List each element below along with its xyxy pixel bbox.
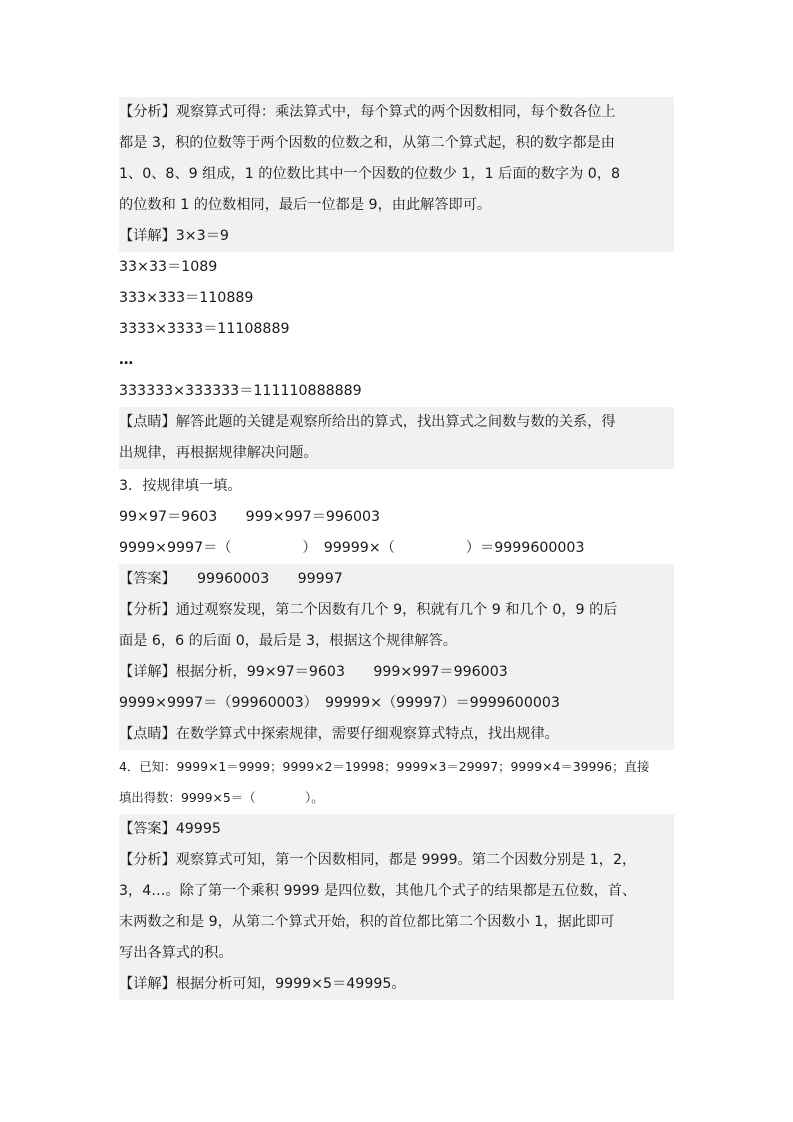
answer-3: 【答案】 99960003 99997 [119,564,674,595]
detail-line-5: 333333×333333＝111110888889 [119,383,362,399]
analysis-4-line-2: 3，4…。除了第一个乘积 9999 是四位数，其他几个式子的结果都是五位数，首、 [119,876,674,907]
question-3-line-2: 9999×9997＝（ ） 99999×（ ）＝9999600003 [119,540,585,556]
question-3-title: 3．按规律填一填。 [119,478,242,494]
question-3-line-1: 99×97＝9603 999×997＝996003 [119,509,381,525]
question-4-line-2: 填出得数：9999×5＝（ ）。 [119,790,324,805]
detail-4: 【详解】根据分析可知，9999×5＝49995。 [119,969,674,1000]
analysis-line-2: 都是 3，积的位数等于两个因数的位数之和，从第二个算式起，积的数字都是由 [119,128,674,159]
comment-3: 【点睛】在数学算式中探索规律，需要仔细观察算式特点，找出规律。 [119,719,674,750]
detail-3-line-2: 9999×9997＝（99960003） 99999×（99997）＝9999600003 [119,688,674,719]
analysis-line-4: 的位数和 1 的位数相同，最后一位都是 9，由此解答即可。 [119,190,674,221]
analysis-3-line-1: 【分析】通过观察发现，第二个因数有几个 9，积就有几个 9 和几个 0，9 的后 [119,595,674,626]
detail-3-line-1: 【详解】根据分析，99×97＝9603 999×997＝996003 [119,657,674,688]
analysis-4-line-4: 写出各算式的积。 [119,938,674,969]
detail-line-1: 【详解】3×3＝9 [119,221,674,252]
analysis-3-line-2: 面是 6，6 的后面 0，最后是 3，根据这个规律解答。 [119,626,674,657]
analysis-line-3: 1、0、8、9 组成，1 的位数比其中一个因数的位数少 1，1 后面的数字为 0，8 [119,159,674,190]
detail-line-2: 33×33＝1089 [119,259,218,275]
detail-line-4: 3333×3333＝11108889 [119,321,290,337]
comment-line-1: 【点睛】解答此题的关键是观察所给出的算式，找出算式之间数与数的关系，得 [119,407,674,438]
answer-4: 【答案】49995 [119,814,674,845]
comment-line-2: 出规律，再根据规律解决问题。 [119,438,674,469]
analysis-4-line-3: 末两数之和是 9，从第二个算式开始，积的首位都比第二个因数小 1，据此即可 [119,907,674,938]
detail-ellipsis: … [119,352,134,368]
analysis-4-line-1: 【分析】观察算式可知，第一个因数相同，都是 9999。第二个因数分别是 1，2， [119,845,674,876]
question-4-line-1: 4．已知：9999×1＝9999；9999×2＝19998；9999×3＝29997；9999×4＝39996；直接 [119,759,650,774]
detail-line-3: 333×333＝110889 [119,290,254,306]
analysis-line-1: 【分析】观察算式可得：乘法算式中，每个算式的两个因数相同，每个数各位上 [119,97,674,128]
